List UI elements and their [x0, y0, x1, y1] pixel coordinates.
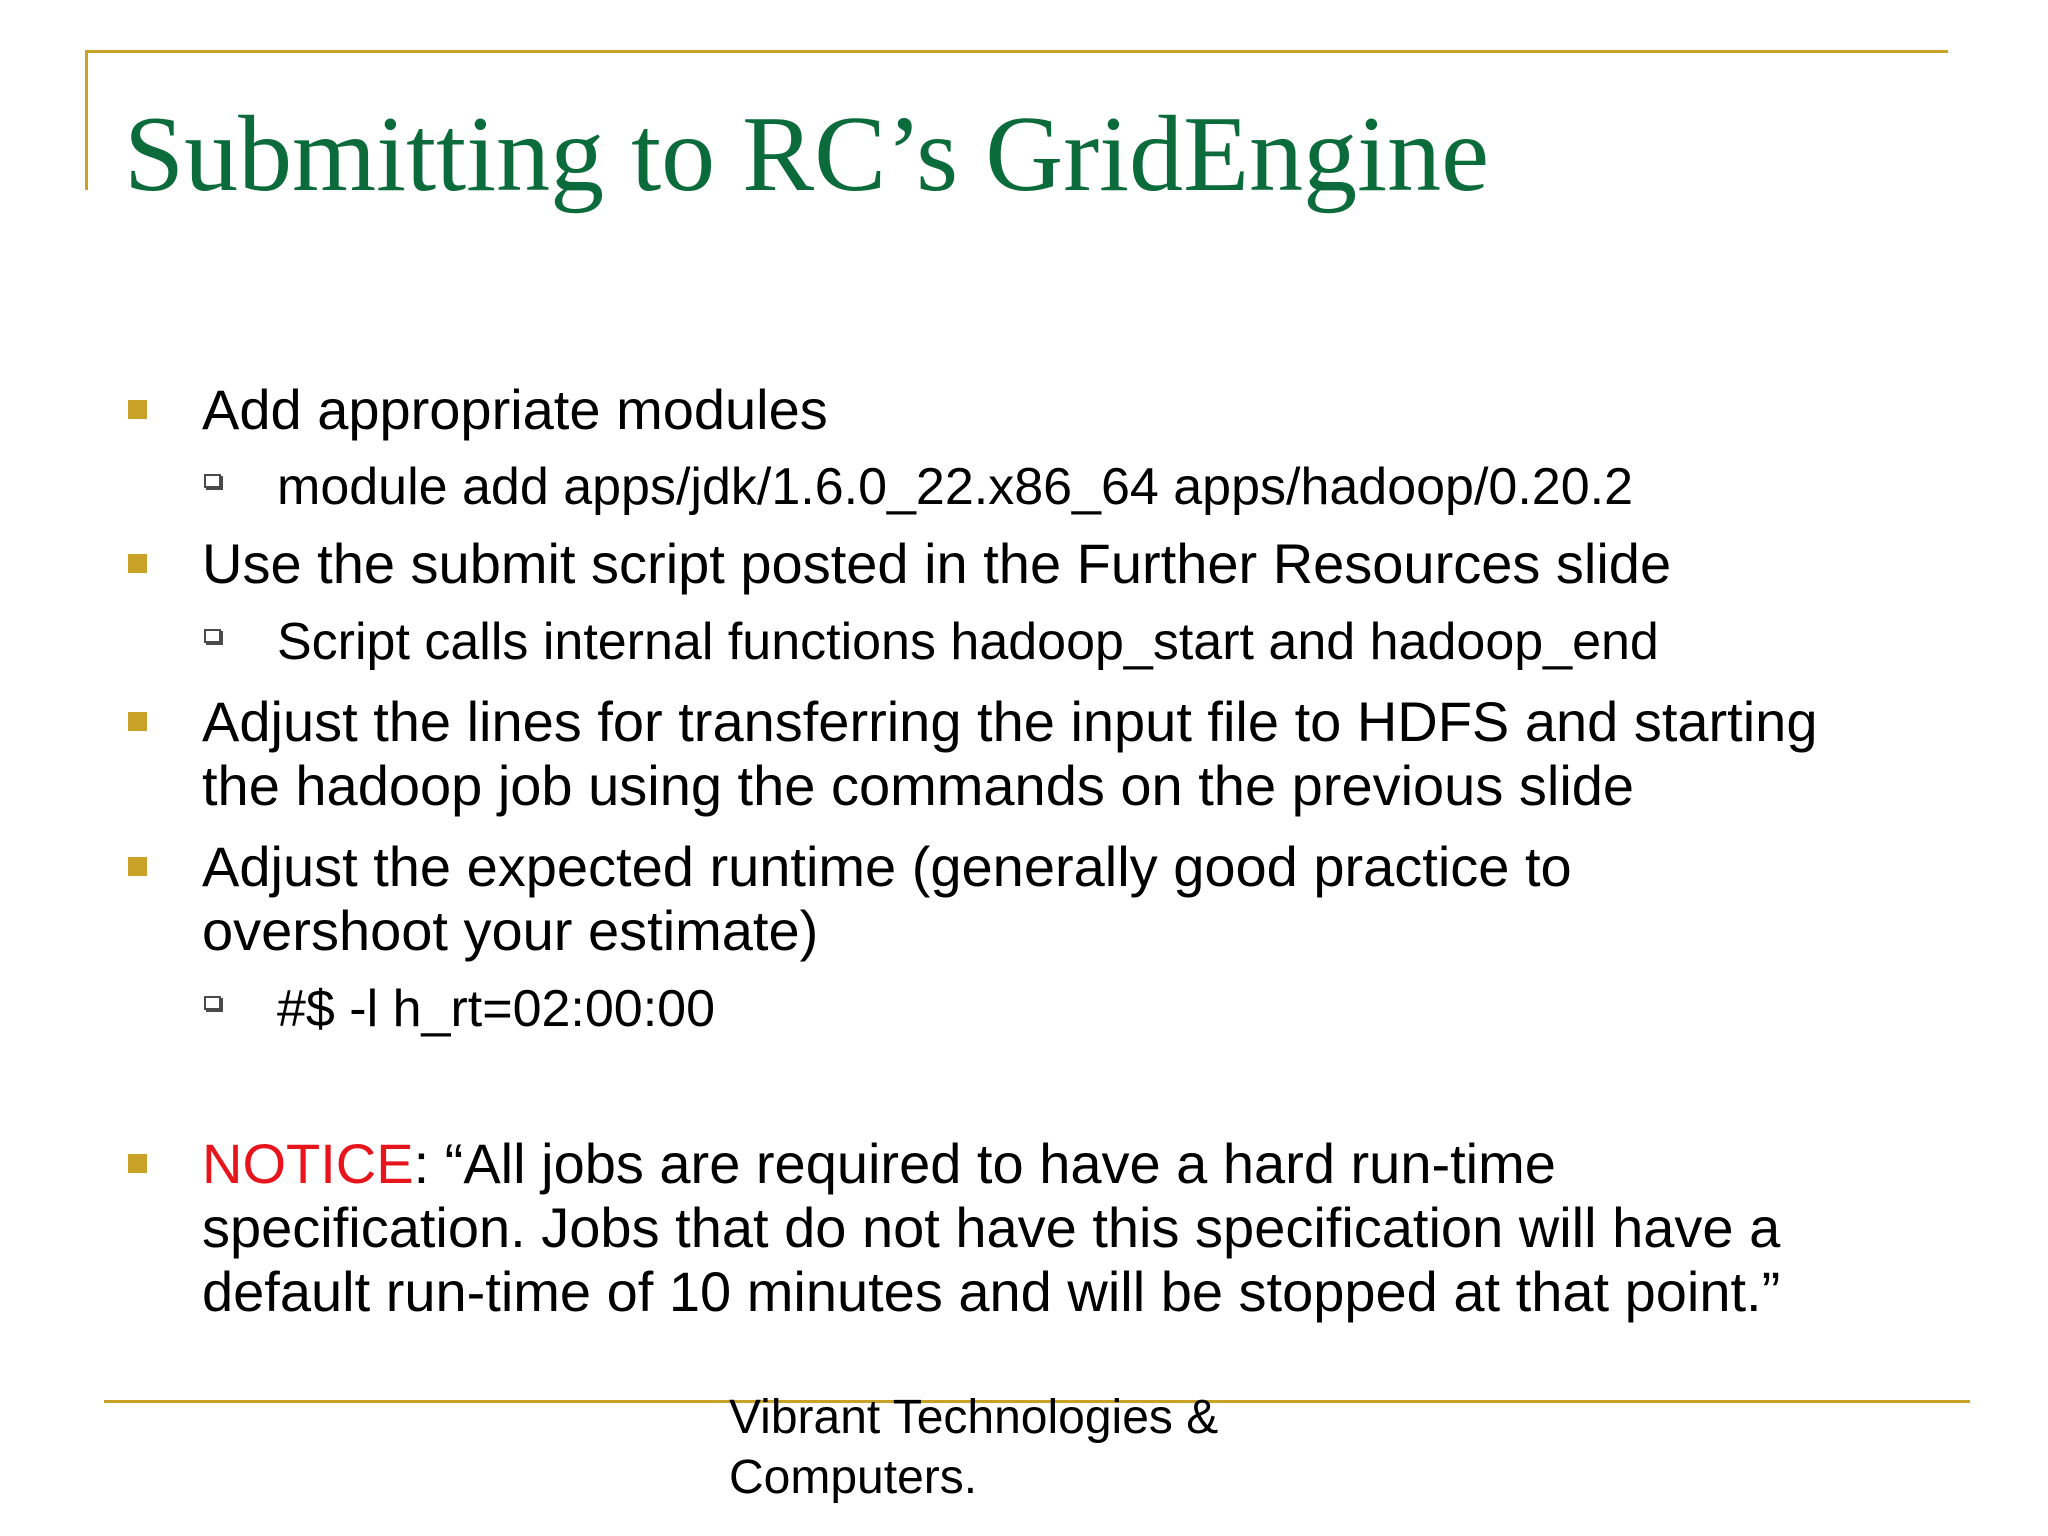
- square-bullet-icon: [128, 712, 147, 731]
- footer-text: [729, 1388, 1329, 1508]
- sub-bullet-text: Script calls internal functions hadoop_start and hadoop_end: [277, 613, 1659, 671]
- notice-line: specification. Jobs that do not have this specification will have a: [202, 1196, 1781, 1259]
- hollow-square-bullet-icon: [204, 629, 221, 643]
- notice-line: [202, 1132, 1556, 1196]
- footer-line: Vibrant Technologies &: [729, 1391, 1219, 1444]
- sub-bullet-text: #$ -l h_rt=02:00:00: [277, 980, 715, 1038]
- bullet-text-line: Adjust the expected runtime (generally good practice to: [202, 835, 1572, 898]
- left-divider: [85, 50, 88, 190]
- hollow-square-bullet-icon: [204, 996, 221, 1010]
- notice-label: NOTICE: [202, 1132, 414, 1195]
- bullet-text: Use the submit script posted in the Further Resources slide: [202, 532, 1672, 595]
- top-divider: [85, 50, 1948, 53]
- square-bullet-icon: [128, 857, 147, 876]
- bullet-text-line: overshoot your estimate): [202, 899, 819, 962]
- sub-bullet-text: module add apps/jdk/1.6.0_22.x86_64 apps/hadoop/0.20.2: [277, 458, 1633, 516]
- square-bullet-icon: [128, 1154, 147, 1173]
- square-bullet-icon: [128, 400, 147, 419]
- footer-line: Computers.: [729, 1451, 978, 1504]
- bullet-text-line: Adjust the lines for transferring the input file to HDFS and starting: [202, 690, 1818, 753]
- bullet-text-line: the hadoop job using the commands on the previous slide: [202, 754, 1635, 817]
- square-bullet-icon: [128, 554, 147, 573]
- bullet-text: Add appropriate modules: [202, 378, 828, 441]
- notice-line: default run-time of 10 minutes and will be stopped at that point.”: [202, 1260, 1781, 1323]
- slide-title: Submitting to RC’s GridEngine: [124, 95, 1490, 214]
- notice-text: : “All jobs are required to have a hard run-time: [413, 1132, 1556, 1195]
- hollow-square-bullet-icon: [204, 474, 221, 488]
